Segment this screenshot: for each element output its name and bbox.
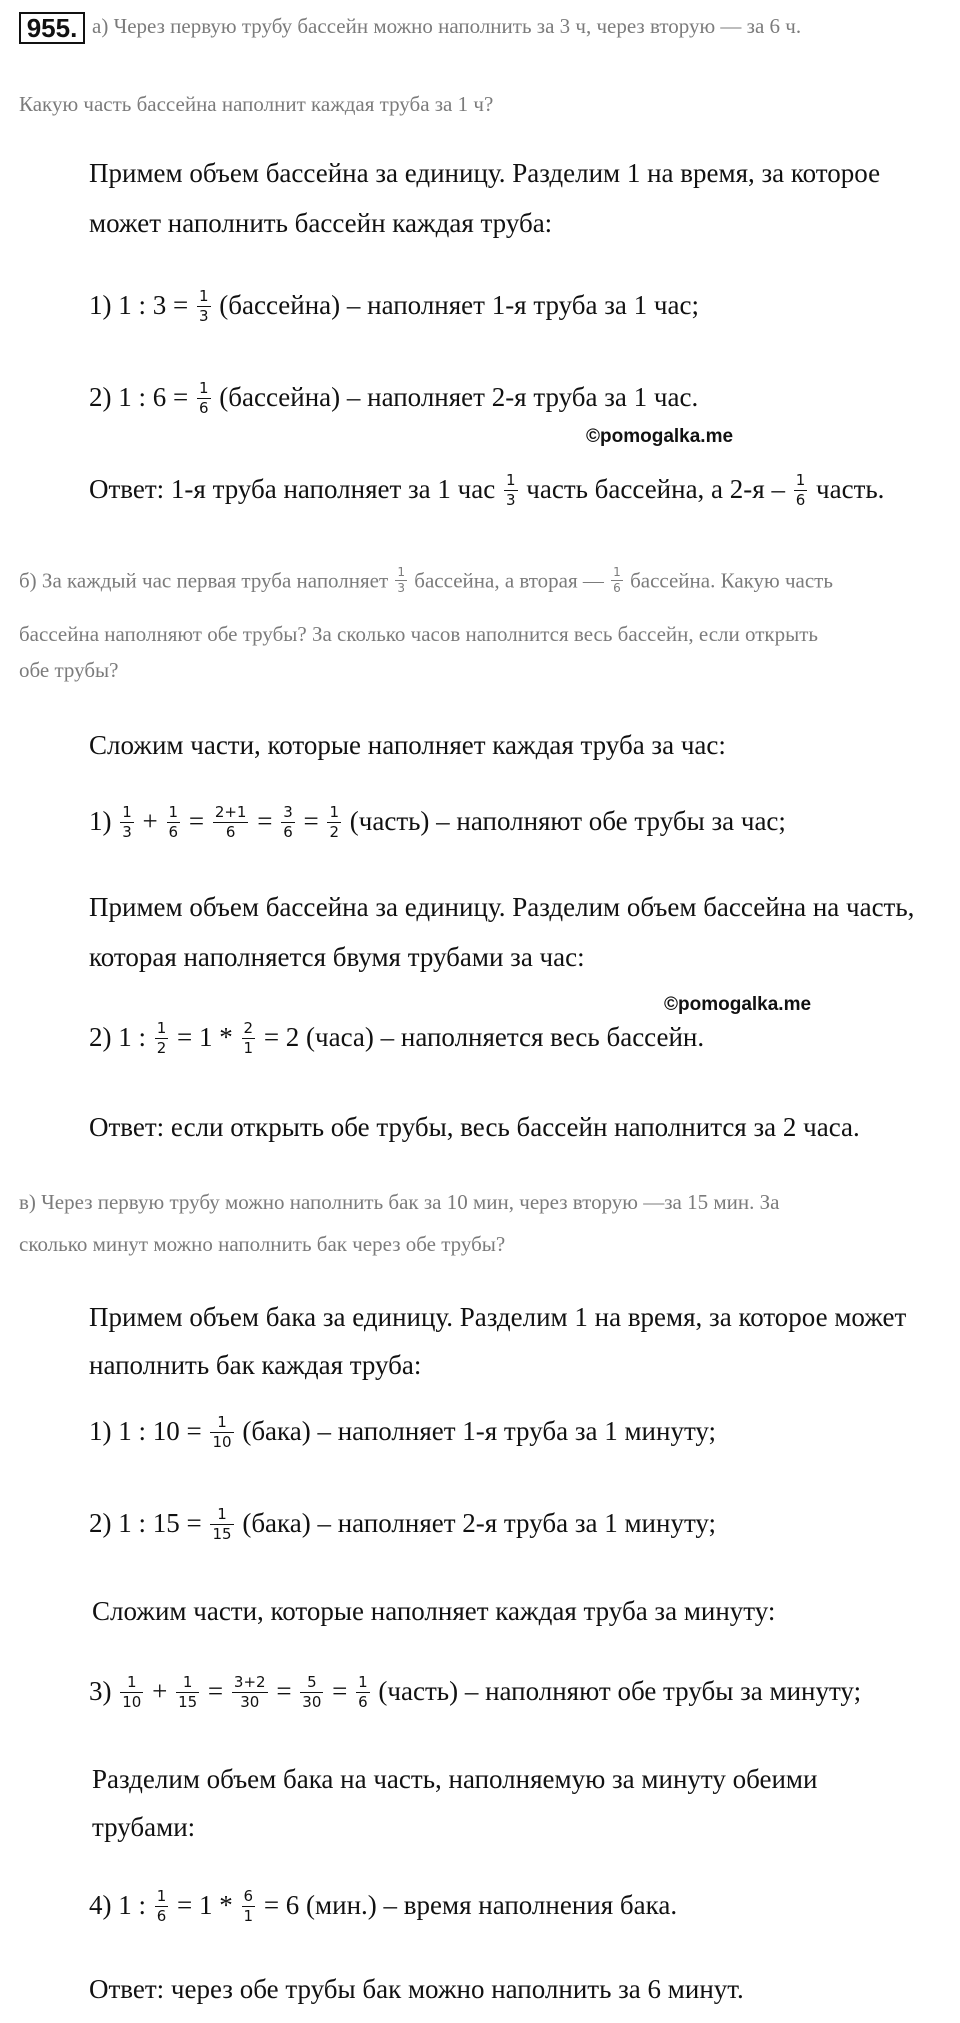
numerator: 2 xyxy=(243,1019,254,1037)
fraction xyxy=(155,1020,169,1056)
task-b-line-3: обе трубы? xyxy=(19,658,119,682)
solution-b-line-3: которая наполняется бвумя трубами за час: xyxy=(89,942,585,972)
operator: = xyxy=(303,806,319,837)
fraction xyxy=(176,1674,199,1710)
denominator: 2 xyxy=(156,1038,167,1057)
fraction xyxy=(210,1414,233,1450)
numerator: 1 xyxy=(198,379,209,397)
denominator: 10 xyxy=(212,1432,232,1451)
step-text: 1) 1 : 10 = xyxy=(89,1416,202,1447)
step-text: 2) 1 : 15 = xyxy=(89,1508,202,1539)
numerator: 1 xyxy=(168,803,179,821)
denominator: 15 xyxy=(212,1524,232,1543)
fraction xyxy=(611,566,623,595)
fraction xyxy=(167,804,181,840)
denominator: 6 xyxy=(358,1692,368,1711)
task-b-line-1 xyxy=(19,565,833,597)
numerator: 1 xyxy=(329,803,340,821)
answer-a xyxy=(89,471,885,510)
numerator: 1 xyxy=(210,1506,233,1525)
fraction xyxy=(242,1888,256,1924)
solution-c-step-3 xyxy=(89,1673,862,1712)
denominator: 30 xyxy=(240,1692,260,1711)
denominator: 10 xyxy=(122,1692,142,1711)
answer-text: Ответ: 1-я труба наполняет за 1 час xyxy=(89,474,496,505)
task-a-line-2: Какую часть бассейна наполнит каждая труба за 1 ч? xyxy=(19,92,494,116)
step-text: = 1 * xyxy=(177,1022,233,1053)
fraction xyxy=(120,804,134,840)
step-text: 1) 1 : 3 = xyxy=(89,290,189,321)
watermark: ©pomogalka.me xyxy=(586,426,734,447)
step-text: = 2 (часа) – наполняется весь бассейн. xyxy=(263,1022,705,1053)
solution-c-line-1: Примем объем бака за единицу. Разделим 1 на время, за которое может xyxy=(89,1302,907,1332)
denominator: 3 xyxy=(505,490,516,509)
denominator: 1 xyxy=(243,1038,254,1057)
answer-c: Ответ: через обе трубы бак можно наполнить за 6 минут. xyxy=(89,1974,744,2004)
fraction xyxy=(120,1674,143,1710)
solution-b-step-1 xyxy=(89,803,786,842)
numerator: 1 xyxy=(156,1887,167,1905)
denominator: 3 xyxy=(198,306,209,325)
fraction xyxy=(213,804,249,840)
numerator: 3+2 xyxy=(233,1673,266,1691)
fraction xyxy=(794,472,808,508)
solution-b-line-1: Сложим части, которые наполняет каждая труба за час: xyxy=(89,730,726,760)
denominator: 6 xyxy=(156,1906,167,1925)
solution-c-step-1 xyxy=(89,1413,717,1452)
task-b-line-2: бассейна наполняют обе трубы? За сколько часов наполнится весь бассейн, если открыть xyxy=(19,622,818,646)
solution-a-step-2 xyxy=(89,379,699,418)
numerator: 5 xyxy=(300,1674,323,1693)
fraction xyxy=(232,1674,268,1710)
task-text: бассейна. Какую часть xyxy=(630,568,833,593)
numerator: 1 xyxy=(395,566,407,581)
numerator: 3 xyxy=(283,803,293,821)
solution-a-step-1 xyxy=(89,287,699,326)
numerator: 1 xyxy=(210,1414,233,1433)
step-text: = 6 (мин.) – время наполнения бака. xyxy=(263,1890,678,1921)
numerator: 1 xyxy=(198,287,209,305)
step-text: 2) 1 : xyxy=(89,1022,146,1053)
solution-b-step-2 xyxy=(89,1019,705,1058)
denominator: 6 xyxy=(225,822,236,841)
numerator: 1 xyxy=(795,471,806,489)
task-c-line-1: в) Через первую трубу можно наполнить бак за 10 мин, через вторую —за 15 мин. За xyxy=(19,1190,780,1214)
operator: + xyxy=(152,1676,168,1707)
fraction xyxy=(395,566,407,595)
denominator: 15 xyxy=(178,1692,198,1711)
solution-a-line-2: может наполнить бассейн каждая труба: xyxy=(89,208,553,238)
step-text: 1) xyxy=(89,806,112,837)
numerator: 6 xyxy=(243,1887,254,1905)
step-text: 3) xyxy=(89,1676,112,1707)
denominator: 3 xyxy=(397,581,406,596)
fraction xyxy=(210,1506,233,1542)
task-text: бассейна, а вторая — xyxy=(414,568,604,593)
step-text: 2) 1 : 6 = xyxy=(89,382,189,413)
denominator: 6 xyxy=(198,398,209,417)
fraction xyxy=(281,804,295,840)
operator: + xyxy=(142,806,158,837)
step-text: (бака) – наполняет 2-я труба за 1 минуту; xyxy=(242,1508,717,1539)
step-text: (бассейна) – наполняет 2-я труба за 1 час. xyxy=(219,382,699,413)
denominator: 6 xyxy=(613,581,621,596)
step-text: (часть) – наполняют обе трубы за час; xyxy=(349,806,786,837)
answer-text: часть. xyxy=(816,474,885,505)
solution-c-line-5: трубами: xyxy=(92,1812,196,1842)
fraction xyxy=(327,804,341,840)
step-text: = 1 * xyxy=(177,1890,233,1921)
fraction xyxy=(356,1674,370,1710)
operator: = xyxy=(257,806,273,837)
operator: = xyxy=(332,1676,348,1707)
denominator: 6 xyxy=(283,822,293,841)
fraction xyxy=(504,472,518,508)
denominator: 30 xyxy=(302,1692,322,1711)
numerator: 1 xyxy=(505,471,516,489)
solution-b-line-2: Примем объем бассейна за единицу. Разделим объем бассейна на часть, xyxy=(89,892,915,922)
fraction xyxy=(300,1674,323,1710)
solution-c-line-2: наполнить бак каждая труба: xyxy=(89,1350,422,1380)
step-text: (бака) – наполняет 1-я труба за 1 минуту; xyxy=(242,1416,717,1447)
solution-a-line-1: Примем объем бассейна за единицу. Разделим 1 на время, за которое xyxy=(89,158,881,188)
solution-c-line-3: Сложим части, которые наполняет каждая труба за минуту: xyxy=(92,1596,776,1626)
numerator: 2+1 xyxy=(214,803,247,821)
answer-text: часть бассейна, а 2-я – xyxy=(526,474,785,505)
denominator: 3 xyxy=(122,822,132,841)
numerator: 1 xyxy=(122,803,132,821)
watermark: ©pomogalka.me xyxy=(664,994,812,1015)
numerator: 1 xyxy=(156,1019,167,1037)
solution-c-step-4 xyxy=(89,1887,678,1926)
numerator: 1 xyxy=(358,1673,368,1691)
fraction xyxy=(197,380,211,416)
step-text: (бассейна) – наполняет 1-я труба за 1 час; xyxy=(219,290,699,321)
operator: = xyxy=(188,806,205,837)
task-a-line-1: а) Через первую трубу бассейн можно наполнить за 3 ч, через вторую — за 6 ч. xyxy=(92,14,802,38)
fraction xyxy=(197,288,211,324)
denominator: 1 xyxy=(243,1906,254,1925)
step-text: 4) 1 : xyxy=(89,1890,146,1921)
task-c-line-2: сколько минут можно наполнить бак через обе трубы? xyxy=(19,1232,506,1256)
step-text: (часть) – наполняют обе трубы за минуту; xyxy=(378,1676,862,1707)
numerator: 1 xyxy=(120,1674,143,1693)
denominator: 6 xyxy=(795,490,806,509)
answer-b: Ответ: если открыть обе трубы, весь бассейн наполнится за 2 часа. xyxy=(89,1112,860,1142)
problem-number: 955. xyxy=(19,12,85,44)
fraction xyxy=(242,1020,256,1056)
fraction xyxy=(155,1888,169,1924)
denominator: 6 xyxy=(168,822,179,841)
numerator: 1 xyxy=(176,1674,199,1693)
operator: = xyxy=(207,1676,224,1707)
denominator: 2 xyxy=(329,822,340,841)
task-text: б) За каждый час первая труба наполняет xyxy=(19,568,389,593)
solution-c-step-2 xyxy=(89,1505,717,1544)
operator: = xyxy=(276,1676,292,1707)
solution-c-line-4: Разделим объем бака на часть, наполняемую за минуту обеими xyxy=(92,1764,818,1794)
numerator: 1 xyxy=(611,566,623,581)
